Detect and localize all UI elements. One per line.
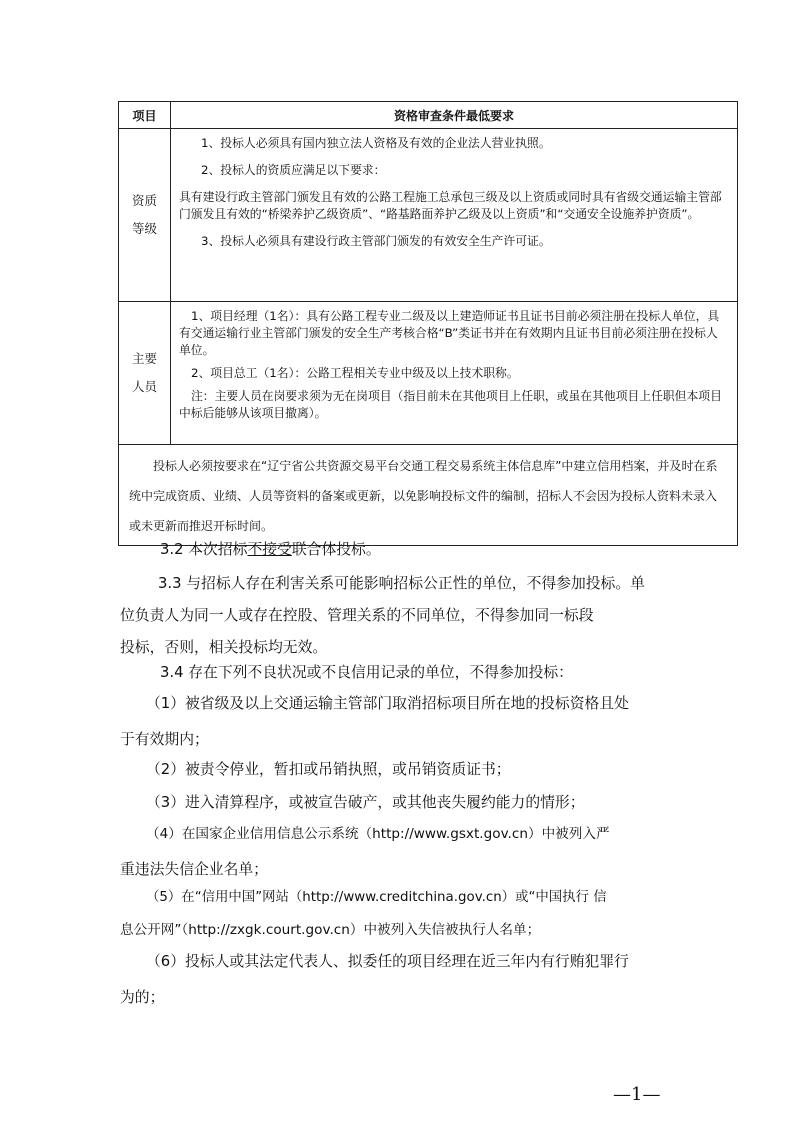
qualification-item-2-detail: 具有建设行政主管部门颁发且有效的公路工程施工总承包三级及以上资质或同时具有省级交通运输主管部门颁发且有效的“桥梁养护乙级资质”、“路基路面养护乙级及以上资质”和“交通安全设施养护资质”。 — [179, 190, 722, 221]
qualification-requirements-table — [118, 101, 738, 546]
item-1-line-2: 于有效期内； — [120, 731, 209, 748]
personnel-item-1: 1、项目经理（1名）：具有公路工程专业二级及以上建造师证书且证书目前必须注册在投标人单位，具有交通运输行业主管部门颁发的安全生产考核合格“B”类证书并在有效期内且证书目前必须注册在投标人单位。 — [179, 309, 720, 357]
item-2: （2）被责令停业，暂扣或吊销执照，或吊销资质证书； — [146, 761, 511, 778]
personnel-note: 注：主要人员在岗要求须为无在岗项目（指目前未在其他项目上任职，或虽在其他项目上任职但本项目中标后能够从该项目撤离）。 — [179, 389, 722, 420]
item-1-line-1: （1）被省级及以上交通运输主管部门取消招标项目所在地的投标资格且处 — [146, 695, 629, 712]
item-3: （3）进入清算程序，或被宣告破产，或其他丧失履约能力的情形； — [146, 794, 585, 811]
item-5-line-1: （5）在“信用中国”网站（http://www.creditchina.gov.cn）或“中国执行 信 — [146, 890, 607, 905]
personnel-content — [171, 302, 738, 445]
qualification-item-1: 1、投标人必须具有国内独立法人资格及有效的企业法人营业执照。 — [201, 136, 551, 150]
item-4-line-1: （4）在国家企业信用信息公示系统（http://www.gsxt.gov.cn）中被列入严 — [146, 826, 610, 842]
item-4-line-2: 重违法失信企业名单； — [120, 861, 268, 878]
item-6-line-1: （6）投标人或其法定代表人、拟委任的项目经理在近三年内有行贿犯罪行 — [146, 953, 629, 970]
header-item: 项目 — [119, 102, 171, 129]
personnel-row — [119, 302, 738, 445]
qualification-content — [171, 129, 738, 302]
paragraph-3-4: 3.4 存在下列不良状况或不良信用记录的单位，不得参加投标： — [160, 664, 573, 681]
paragraph-3-3-line-3: 投标，否则，相关投标均无效。 — [120, 639, 328, 656]
item-6-line-2: 为的； — [120, 989, 165, 1006]
header-requirements: 资格审查条件最低要求 — [171, 102, 738, 129]
qualification-item-3: 3、投标人必须具有建设行政主管部门颁发的有效安全生产许可证。 — [201, 234, 551, 248]
qualification-label: 资质 等级 — [119, 129, 171, 302]
personnel-label: 主要 人员 — [119, 302, 171, 445]
paragraph-3-3-line-2: 位负责人为同一人或存在控股、管理关系的不同单位，不得参加同一标段 — [120, 607, 594, 624]
footer-note: 投标人必须按要求在“辽宁省公共资源交易平台交通工程交易系统主体信息库”中建立信用档案，并及时在系统中完成资质、业绩、人员等资料的备案或更新，以免影响投标文件的编制，招标人不会因为投标人资料未录入或未更新而推迟开标时间。 — [129, 459, 718, 533]
item-5-line-2: 息公开网”（http://zxgk.court.gov.cn）中被列入失信被执行人名单； — [120, 922, 541, 938]
qualification-row — [119, 129, 738, 302]
qualification-item-2: 2、投标人的资质应满足以下要求： — [201, 163, 386, 177]
personnel-item-2: 2、项目总工（1名）：公路工程相关专业中级及以上技术职称。 — [191, 366, 519, 380]
footer-note-row — [119, 445, 738, 546]
page-number: —1— — [613, 1084, 661, 1105]
paragraph-3-2: 3.2 本次招标不接受联合体投标。 — [160, 541, 381, 558]
table-header-row — [119, 102, 738, 129]
footer-note-cell — [119, 445, 738, 546]
underlined-not-accept: 不接受 — [247, 541, 292, 558]
paragraph-3-3-line-1: 3.3 与招标人存在利害关系可能影响招标公正性的单位，不得参加投标。单 — [158, 575, 645, 592]
